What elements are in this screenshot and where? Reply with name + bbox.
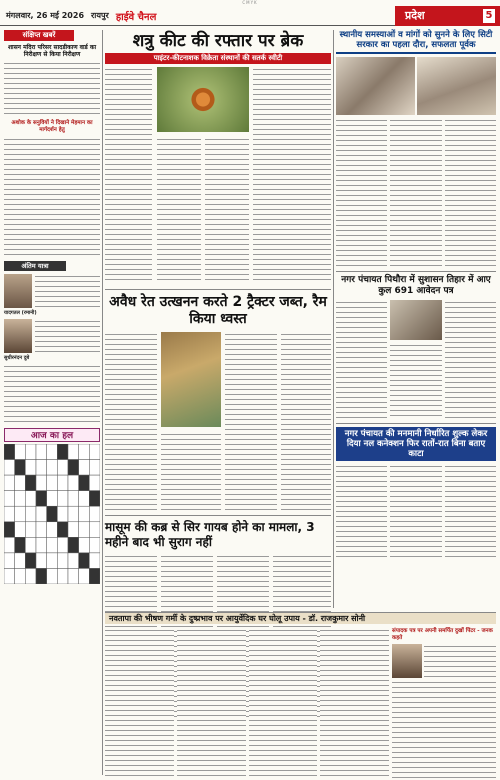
lead-body-col3: [205, 137, 249, 282]
brief-label: संक्षिप्त खबरें: [4, 30, 74, 41]
masthead: [0, 6, 500, 26]
puzzle-cell: [47, 553, 58, 569]
puzzle-cell: [57, 475, 68, 491]
right-story3-col1: [336, 464, 387, 559]
puzzle-cell: [57, 460, 68, 476]
puzzle-cell: [79, 537, 90, 553]
puzzle-cell: [4, 444, 15, 460]
brief1-headline: शासन मदिरा परिसर सादडीकाण वार्ड का निरीक्षण से किया निरीक्षण: [7, 44, 97, 58]
puzzle-cell: [89, 537, 100, 553]
puzzle-cell: [15, 568, 26, 584]
puzzle-cell: [79, 460, 90, 476]
puzzle-cell: [4, 522, 15, 538]
puzzle-cell: [57, 522, 68, 538]
puzzle-cell: [68, 568, 79, 584]
lead-body-col2: [157, 137, 201, 282]
section-banner: [395, 6, 500, 26]
puzzle-cell: [15, 491, 26, 507]
right-story4-body: [392, 680, 496, 780]
puzzle-cell: [89, 568, 100, 584]
puzzle-cell: [57, 568, 68, 584]
issue-date: मंगलवार, 26 मई 2026: [6, 11, 85, 20]
puzzle-cell: [47, 460, 58, 476]
right-story2-headline: नगर पंचायत पिथौरा में सुशासन तिहार में आए कुल 691 आवेदन पत्र: [341, 275, 491, 296]
puzzle-cell: [57, 506, 68, 522]
right-story3-col3: [445, 464, 496, 559]
puzzle-cell: [25, 491, 36, 507]
puzzle-cell: [15, 475, 26, 491]
tractor-photo: [161, 332, 221, 427]
puzzle-cell: [57, 537, 68, 553]
lead-subhead: पाइंटर-कीटनाशक विक्रेता संस्थानों की सतर्क स्वीटी: [105, 53, 331, 64]
bottom-right-story: [392, 628, 496, 776]
puzzle-cell: [15, 537, 26, 553]
puzzle-cell: [47, 537, 58, 553]
puzzle-cell: [25, 568, 36, 584]
brief2-body: [4, 137, 100, 257]
crowd-photo: [417, 57, 496, 115]
puzzle-cell: [36, 553, 47, 569]
puzzle-grid: [4, 444, 100, 584]
puzzle-cell: [15, 553, 26, 569]
puzzle-cell: [79, 553, 90, 569]
puzzle-cell: [68, 491, 79, 507]
puzzle-cell: [25, 506, 36, 522]
puzzle-cell: [15, 444, 26, 460]
bottom-body-col4: [320, 628, 389, 776]
page-number: 5: [483, 9, 495, 23]
puzzle-cell: [25, 475, 36, 491]
puzzle-cell: [68, 475, 79, 491]
puzzle-cell: [4, 475, 15, 491]
puzzle-cell: [47, 491, 58, 507]
story2-body-col4: [281, 332, 331, 510]
puzzle-cell: [47, 475, 58, 491]
puzzle-cell: [79, 568, 90, 584]
story3-headline: मासूम की कब्र से सिर गायब होने का मामला, 3 महीने बाद भी सुराग नहीं: [105, 520, 315, 549]
puzzle-cell: [79, 444, 90, 460]
puzzle-cell: [89, 553, 100, 569]
obit2-body: [35, 319, 100, 353]
puzzle-cell: [68, 522, 79, 538]
top-brand: CMYK: [242, 0, 258, 5]
bottom-headline-bar: [105, 612, 496, 624]
bottom-body-col1: [105, 628, 174, 776]
right-story3-col2: [390, 464, 441, 559]
puzzle-cell: [68, 444, 79, 460]
brief2-headline: अशोक के सनुवियों ने दिखाने मेहमान का मार्गदर्शन हेतु: [11, 120, 93, 133]
right-lead-col2: [390, 118, 441, 268]
meeting-photo: [336, 57, 415, 115]
puzzle-cell: [47, 506, 58, 522]
puzzle-cell: [89, 491, 100, 507]
puzzle-cell: [36, 506, 47, 522]
puzzle-cell: [36, 491, 47, 507]
puzzle-cell: [4, 460, 15, 476]
right-story2-col2: [390, 343, 441, 420]
lead-body-col1: [105, 67, 152, 282]
author-photo: [392, 644, 422, 678]
puzzle-cell: [25, 444, 36, 460]
puzzle-cell: [25, 553, 36, 569]
puzzle-cell: [57, 444, 68, 460]
puzzle-cell: [25, 522, 36, 538]
puzzle-cell: [36, 537, 47, 553]
bottom-story: [105, 628, 389, 776]
puzzle-cell: [79, 475, 90, 491]
right-story4-intro: [424, 644, 496, 678]
puzzle-cell: [47, 522, 58, 538]
puzzle-cell: [79, 506, 90, 522]
puzzle-cell: [36, 475, 47, 491]
puzzle-cell: [47, 568, 58, 584]
obit2-name: सुधीरनंदन दुबे: [4, 355, 30, 361]
bottom-body-col3: [249, 628, 318, 776]
puzzle-cell: [89, 475, 100, 491]
puzzle-cell: [57, 491, 68, 507]
right-lead-col3: [445, 118, 496, 268]
obit2-photo: [4, 319, 32, 353]
insect-photo: [157, 67, 249, 132]
puzzle-cell: [68, 460, 79, 476]
right-story2-col3: [445, 300, 496, 420]
obit1-body: [35, 274, 100, 308]
issue-city: रायपुर: [91, 11, 109, 20]
puzzle-cell: [79, 522, 90, 538]
obit1-name: यादगतल (रमानी): [4, 310, 37, 316]
puzzle-cell: [89, 444, 100, 460]
puzzle-cell: [89, 460, 100, 476]
puzzle-cell: [15, 522, 26, 538]
puzzle-cell: [89, 522, 100, 538]
obit-label: अंतिम यात्रा: [4, 261, 66, 271]
puzzle-cell: [4, 553, 15, 569]
puzzle-cell: [4, 491, 15, 507]
right-lead-col1: [336, 118, 387, 268]
bottom-body-col2: [177, 628, 246, 776]
puzzle-cell: [15, 506, 26, 522]
section-title: प्रदेश: [405, 9, 425, 22]
pithora-photo: [390, 300, 441, 340]
puzzle-cell: [36, 522, 47, 538]
right-story4-headline: संपादक पत्र पर अपनी समर्पित दुखों पिंटर - जनक कहते: [392, 628, 493, 641]
puzzle-cell: [79, 491, 90, 507]
left-column: [4, 30, 100, 775]
puzzle-cell: [25, 460, 36, 476]
puzzle-cell: [4, 506, 15, 522]
story2-headline: अवैध रेत उत्खनन करते 2 ट्रैक्टर जब्त, रैम किया ध्वस्त: [109, 294, 327, 327]
puzzle-cell: [57, 553, 68, 569]
lead-body-col4: [253, 67, 331, 282]
right-story2-col1: [336, 300, 387, 420]
puzzle-cell: [68, 506, 79, 522]
obit-extra-body: [4, 364, 100, 424]
right-story3-headline: नगर पंचायत की मनमानी निर्धारित शुल्क लेकर दिया नल कनेक्शन फिर रातों-रात बिना बताए काटा: [336, 427, 496, 461]
puzzle-label: आज का हल: [4, 428, 100, 442]
puzzle-cell: [4, 568, 15, 584]
puzzle-cell: [68, 537, 79, 553]
puzzle-cell: [4, 537, 15, 553]
brief1-body: [4, 61, 100, 116]
puzzle-cell: [25, 537, 36, 553]
story2-body-col1: [105, 332, 157, 510]
puzzle-cell: [36, 444, 47, 460]
puzzle-cell: [89, 506, 100, 522]
puzzle-cell: [36, 460, 47, 476]
story2-body-col2: [161, 432, 221, 510]
lead-headline: शत्रु कीट की रफ्तार पर ब्रेक: [132, 31, 304, 51]
right-column: [336, 30, 496, 610]
right-lead-headline: स्थानीय समस्याओं व मांगों को सुनने के लिए सिटी सरकार का पहला दौरा, सफलता पूर्वक: [339, 30, 493, 50]
bottom-headline: नवतापा की भीषण गर्मी के दुष्प्रभाव पर आयुर्वेदिक घर घोलू उपाय - डॉ. राजकुमार सोनी: [109, 614, 366, 623]
puzzle-cell: [36, 568, 47, 584]
puzzle-cell: [15, 460, 26, 476]
puzzle-cell: [68, 553, 79, 569]
channel-name: हाईवे चैनल: [115, 11, 157, 23]
obit1-photo: [4, 274, 32, 308]
story2-body-col3: [225, 332, 277, 510]
puzzle-cell: [47, 444, 58, 460]
